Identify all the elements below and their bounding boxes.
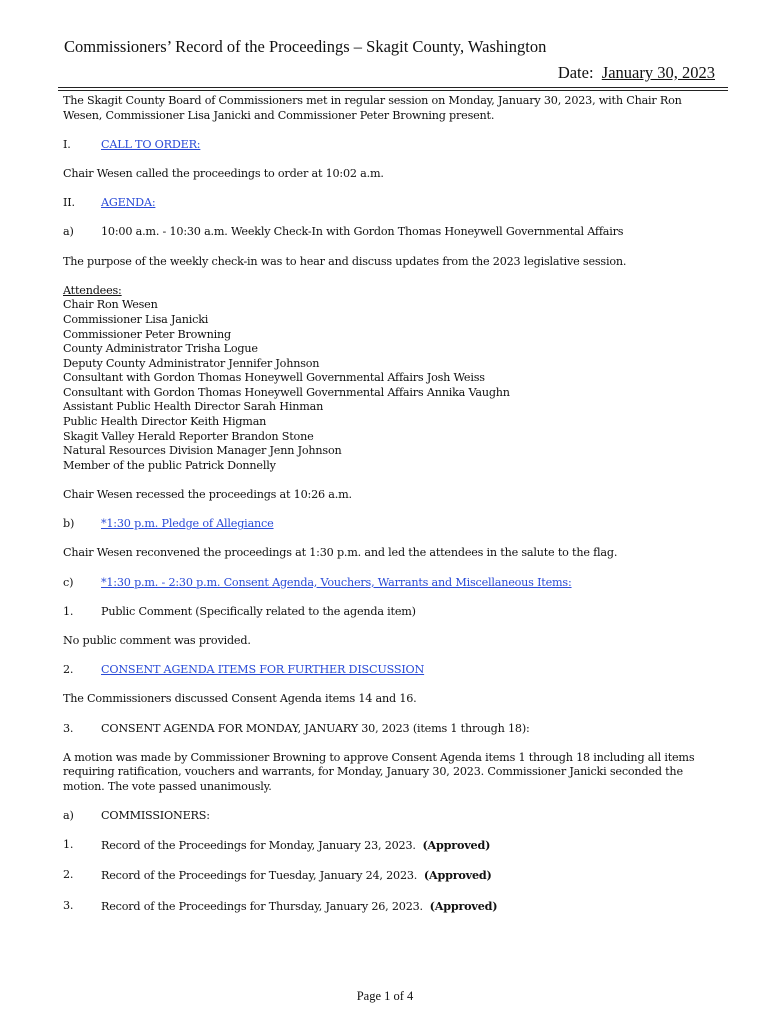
consent-agenda-link[interactable]: *1:30 p.m. - 2:30 p.m. Consent Agenda, Vouchers, Warrants and Miscellaneous Items: [101, 575, 572, 589]
sub-item-commissioners [63, 809, 713, 824]
call-to-order-text: Chair Wesen called the proceedings to order at 10:02 a.m. [63, 166, 384, 180]
attendee: Chair Ron Wesen [63, 298, 158, 312]
date-line [558, 63, 715, 83]
attendee: Member of the public Patrick Donnelly [63, 458, 276, 472]
item-letter: b) [63, 517, 75, 531]
attendee: Consultant with Gordon Thomas Honeywell Governmental Affairs Annika Vaughn [63, 385, 510, 399]
attendees-label: Attendees: [63, 283, 122, 297]
record-item [63, 868, 713, 884]
discussed-paragraph: The Commissioners discussed Consent Agenda items 14 and 16. [63, 692, 417, 706]
approved-status: (Approved) [422, 838, 491, 853]
item-letter: c) [63, 575, 74, 589]
document-title: Commissioners’ Record of the Proceedings – Skagit County, Washington [64, 37, 547, 56]
page-number: Page 1 of 4 [356, 989, 414, 1003]
record-text: Record of the Proceedings for Thursday, January 26, 2023. [101, 899, 423, 913]
item-letter: a) [63, 809, 74, 823]
record-item [63, 838, 713, 854]
attendee: Commissioner Lisa Janicki [63, 312, 209, 326]
document-body [63, 94, 713, 914]
section-number: I. [63, 137, 71, 151]
attendee: Deputy County Administrator Jennifer Johnson [63, 356, 320, 370]
section-agenda [63, 196, 713, 211]
item-letter: a) [63, 225, 74, 239]
intro-paragraph: The Skagit County Board of Commissioners met in regular session on Monday, January 30, 2023, with Chair Ron Wesen, Commissioner Lisa Janicki and Commissioner Peter Browning present. [63, 94, 682, 122]
item-number: 3. [63, 721, 74, 735]
attendee: Public Health Director Keith Higman [63, 415, 267, 429]
approved-status: (Approved) [423, 868, 492, 883]
attendee: County Administrator Trisha Logue [63, 342, 258, 356]
section-number: II. [63, 196, 75, 210]
item-public-comment [63, 605, 713, 620]
item-number: 2. [63, 868, 74, 882]
agenda-link[interactable]: AGENDA: [101, 196, 156, 210]
item-title: Public Comment (Specifically related to the agenda item) [101, 604, 416, 618]
agenda-item-b [63, 517, 713, 532]
record-text: Record of the Proceedings for Monday, January 23, 2023. [101, 839, 416, 853]
call-to-order-link[interactable]: CALL TO ORDER: [101, 137, 201, 151]
no-comment-paragraph: No public comment was provided. [63, 633, 251, 647]
item-number: 3. [63, 898, 74, 912]
attendee: Assistant Public Health Director Sarah Hinman [63, 400, 324, 414]
item-title: CONSENT AGENDA FOR MONDAY, JANUARY 30, 2023 (items 1 through 18): [101, 721, 530, 735]
recess-paragraph: Chair Wesen recessed the proceedings at 10:26 a.m. [63, 488, 352, 502]
agenda-item-c [63, 576, 713, 591]
motion-paragraph: A motion was made by Commissioner Browning to approve Consent Agenda items 1 through 18 including all items requiring ratification, vouchers and warrants, for Monday, January 30, 2023. Commissioner Janicki seconded the motion. The vote passed unanimously. [63, 750, 695, 793]
agenda-item-a [63, 225, 713, 240]
item-number: 1. [63, 838, 74, 852]
item-title: COMMISSIONERS: [101, 809, 210, 823]
reconvene-paragraph: Chair Wesen reconvened the proceedings at 1:30 p.m. and led the attendees in the salute to the flag. [63, 546, 618, 560]
item-number: 2. [63, 663, 74, 677]
attendee: Natural Resources Division Manager Jenn Johnson [63, 444, 342, 458]
agenda-item-title: 10:00 a.m. - 10:30 a.m. Weekly Check-In with Gordon Thomas Honeywell Governmental Affairs [101, 225, 624, 239]
section-call-to-order [63, 138, 713, 153]
item-further-discussion [63, 663, 713, 678]
attendee: Commissioner Peter Browning [63, 327, 231, 341]
attendee: Consultant with Gordon Thomas Honeywell Governmental Affairs Josh Weiss [63, 371, 485, 385]
header-divider-2 [58, 90, 728, 91]
date-value: January 30, 2023 [601, 63, 715, 82]
further-discussion-link[interactable]: CONSENT AGENDA ITEMS FOR FURTHER DISCUSSION [101, 663, 425, 677]
record-item [63, 899, 713, 915]
header-divider [58, 87, 728, 88]
approved-status: (Approved) [429, 898, 498, 913]
attendees-block [63, 284, 713, 474]
pledge-link[interactable]: *1:30 p.m. Pledge of Allegiance [101, 517, 274, 531]
item-number: 1. [63, 604, 74, 618]
item-consent-agenda [63, 722, 713, 737]
attendee: Skagit Valley Herald Reporter Brandon Stone [63, 429, 314, 443]
purpose-paragraph: The purpose of the weekly check-in was to hear and discuss updates from the 2023 legislative session. [63, 254, 627, 268]
record-text: Record of the Proceedings for Tuesday, January 24, 2023. [101, 869, 418, 883]
date-label: Date: [557, 63, 594, 82]
